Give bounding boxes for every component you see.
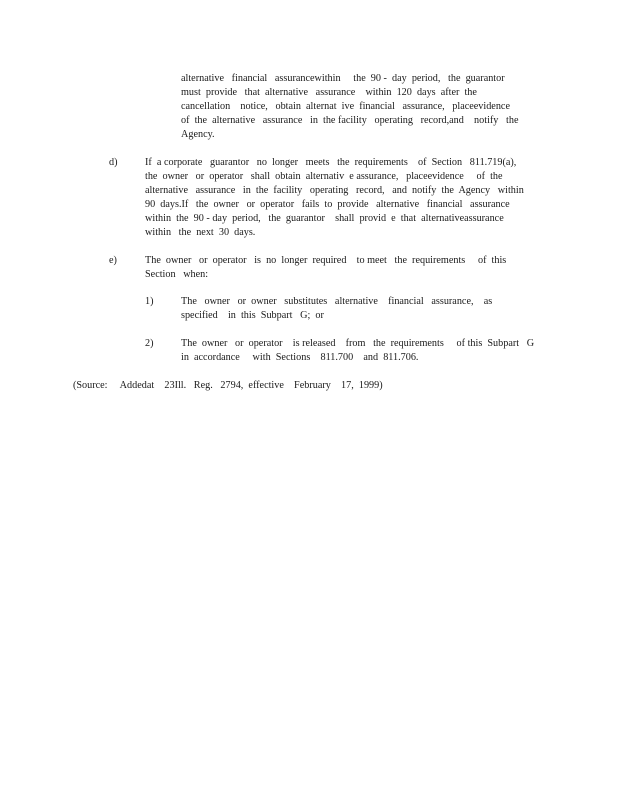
text-line: The owner or operator is no longer required to meet the requirements of this (145, 255, 507, 266)
source-note (73, 379, 383, 393)
continuation-paragraph (181, 72, 518, 142)
subsection-d-label: d) (109, 157, 118, 168)
text-line: 90 days.If the owner or operator fails to provide alternative financial assurance (145, 199, 510, 210)
text-line: alternative assurance in the facility operating record, and notify the Agency within (145, 185, 524, 196)
text-line: If a corporate guarantor no longer meets the requirements of Section 811.719(a), (145, 157, 517, 168)
item-2-text (181, 337, 534, 365)
text-line: must provide that alternative assurance within 120 days after the (181, 87, 477, 98)
text-line: The owner or operator is released from the requirements of this Subpart G (181, 338, 535, 349)
text-line: specified in this Subpart G; or (181, 310, 324, 321)
item-1-label: 1) (145, 296, 154, 307)
text-line: (Source: Addedat 23Ill. Reg. 2794, effective February 17, 1999) (73, 380, 383, 391)
text-line: in accordance with Sections 811.700 and 811.706. (181, 352, 419, 363)
text-line: within the next 30 days. (145, 227, 256, 238)
text-line: of the alternative assurance in the facility operating record,and notify the (181, 115, 519, 126)
text-line: within the 90 - day period, the guarantor shall provid e that alternativeassurance (145, 213, 504, 224)
text-line: Section when: (145, 269, 209, 280)
item-2-label: 2) (145, 338, 154, 349)
subsection-d-text (145, 156, 524, 240)
text-line: the owner or operator shall obtain alternativ e assurance, placeevidence of the (145, 171, 503, 182)
text-line: The owner or owner substitutes alternative financial assurance, as (181, 296, 493, 307)
subsection-e-text (145, 254, 506, 282)
text-line: alternative financial assurancewithin the 90 - day period, the guarantor (181, 73, 505, 84)
item-1-text (181, 295, 492, 323)
subsection-e-label: e) (109, 255, 117, 266)
text-line: cancellation notice, obtain alternat ive financial assurance, placeevidence (181, 101, 510, 112)
text-line: Agency. (181, 129, 215, 140)
